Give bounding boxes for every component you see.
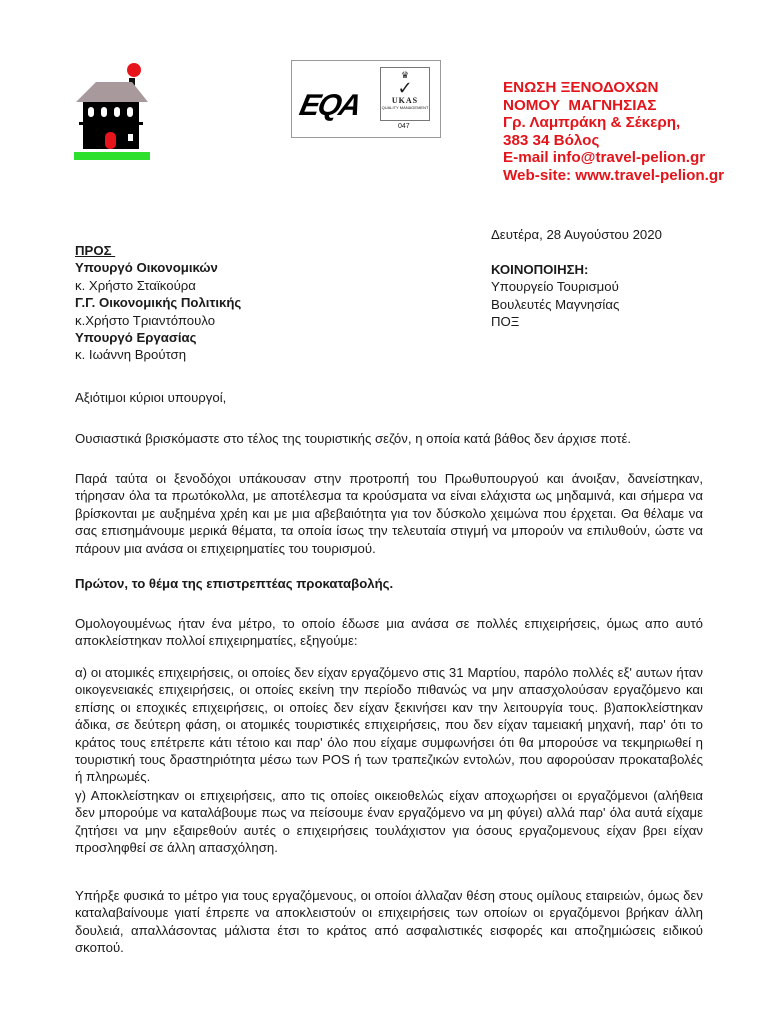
recipient-title: Υπουργό Οικονομικών	[75, 260, 218, 276]
org-name-line1: ΕΝΩΣΗ ΞΕΝΟΔΟΧΩΝ	[503, 79, 659, 96]
cc-item: Βουλευτές Μαγνησίας	[491, 296, 620, 312]
paragraph-6: Υπήρξε φυσικά το μέτρο για τους εργαζόμενους, οι οποίοι άλλαζαν θέση στους ομίλους εταιρειών, όμως δεν καταλαβαίνουμε γιατί έπρεπε να αποκλειστούν οι επιχειρήσεις των οποίων οι εργαζόμενοι βρήκαν άλλη δουλειά, απαλλάσοντας μάλιστα έτσι το κράτος από ασφαλιστικές εισφορές και αποζημιώσεις ειδικού σκοπού.	[75, 888, 703, 956]
letter-date: Δευτέρα, 28 Αυγούστου 2020	[491, 227, 662, 242]
house-logo-icon	[74, 58, 150, 166]
paragraph-2: Παρά ταύτα οι ξενοδόχοι υπάκουσαν στην προτροπή του Πρωθυπουργού και άνοιξαν, δανείστηκαν, τήρησαν όλα τα πρωτόκολλα, με αποτέλεσμα τα κρούσματα να είναι ελάχιστα ως μηδαμινά, και σήμερα να βρίσκονται με αυξημένα χρέη και με μια αβεβαιότητα για τον δύσκολο χειμώνα που έρχεται. Θα θέλαμε να σας επισημάνουμε μερικά θέματα, τα οποία ίσως την τελευταία στιγμή να μπορούν να επιλυθούν, ώστε να πάρουν μια ανάσα οι επιχειρηματίες του τουρισμού.	[75, 471, 703, 556]
paragraph-5: γ) Αποκλείστηκαν οι επιχειρήσεις, απο τις οποίες οικειοθελώς είχαν αποχωρήσει οι εργαζόμενοι (αλήθεια δεν μπορούμε να καταλάβουμε πως να πείσουμε έναν εργαζόμενο να μη φύγει) αλλά παρ' όλα αυτά είχαμε ζητήσει να μην εξαιρεθούν αυτές ο επιχειρήσεις τουλάχιστον για όσους εργαζομενους είχαν βρει είχαν προσληφθεί σε άλλη απασχόληση.	[75, 788, 703, 856]
recipient-name: κ. Ιωάννη Βρούτση	[75, 347, 187, 363]
section-heading: Πρώτον, το θέμα της επιστρεπτέας προκαταβολής.	[75, 576, 394, 591]
org-name-line2: ΝΟΜΟΥ ΜΑΓΝΗΣΙΑΣ	[503, 96, 657, 114]
paragraph-4: α) οι ατομικές επιχειρήσεις, οι οποίες δεν είχαν εργαζόμενο στις 31 Μαρτίου, παρόλο πολλές εξ' αυτων ήταν οικογενειακές επιχειρήσεις, οι οποίες εκείνη την περίοδο πιθανώς να μην απασχολούσαν εργαζόμενο και επίσης οι εποχικές επιχειρήσεις, οι οποίες δεν είχαν ξεκινήσει καν την λειτουργία τους. β)αποκλείστηκαν άδικα, σε δεύτερη φάση, οι ατομικές τουριστικές επιχειρήσεις, που δεν είχαν ταμειακή μηχανή, παρ' ότι το κράτος τους επέτρεπε κάτι τέτοιο και παρ' όλο που είχαμε συμφωνήσει ότι θα μπορούσε να τεκμηριωθεί η τουριστική τους δραστηριότητα μέσω των POS ή των τραπεζικών εντολών, που αφορούσαν προκαταβολές ή πληρωμές.	[75, 665, 703, 785]
recipient-title: Υπουργό Εργασίας	[75, 330, 197, 346]
recipient-title: Γ.Γ. Οικονομικής Πολιτικής	[75, 295, 242, 311]
org-email[interactable]: E-mail info@travel-pelion.gr	[503, 149, 706, 167]
organization-header	[503, 79, 724, 185]
certification-logo: EQA ♛ ✓ UKAS QUALITY MANAGEMENT 047	[291, 60, 441, 138]
paragraph-1: Ουσιαστικά βρισκόμαστε στο τέλος της τουριστικής σεζόν, η οποία κατά βάθος δεν άρχισε ποτέ.	[75, 431, 632, 446]
recipients-label: ΠΡΟΣ	[75, 243, 116, 258]
cc-label: ΚΟΙΝΟΠΟΙΗΣΗ:	[491, 262, 589, 277]
recipients-block	[75, 242, 241, 364]
salutation: Αξιότιμοι κύριοι υπουργοί,	[75, 390, 227, 405]
check-icon: ✓	[397, 78, 413, 98]
cc-block	[491, 261, 619, 331]
cc-item: Υπουργείο Τουρισμού	[491, 279, 619, 295]
crown-icon: ♛	[400, 70, 410, 80]
org-address-street: Γρ. Λαμπράκη & Σέκερη,	[503, 114, 681, 132]
recipient-name: κ. Χρήστο Σταϊκούρα	[75, 277, 196, 293]
recipient-name: κ.Χρήστο Τριαντόπουλο	[75, 312, 216, 328]
cc-item: ΠΟΞ	[491, 314, 520, 330]
org-website[interactable]: Web-site: www.travel-pelion.gr	[503, 166, 725, 184]
eqa-logo-text: EQA	[296, 89, 363, 122]
ukas-badge: ♛ ✓ UKAS QUALITY MANAGEMENT	[380, 67, 430, 121]
paragraph-3: Ομολογουμένως ήταν ένα μέτρο, το οποίο έδωσε μια ανάσα σε πολλές επιχειρήσεις, όμως απο αυτό αποκλείστηκαν πολλοί επιχειρηματίες, εξηγούμε:	[75, 616, 703, 649]
org-address-city: 383 34 Βόλος	[503, 131, 600, 149]
